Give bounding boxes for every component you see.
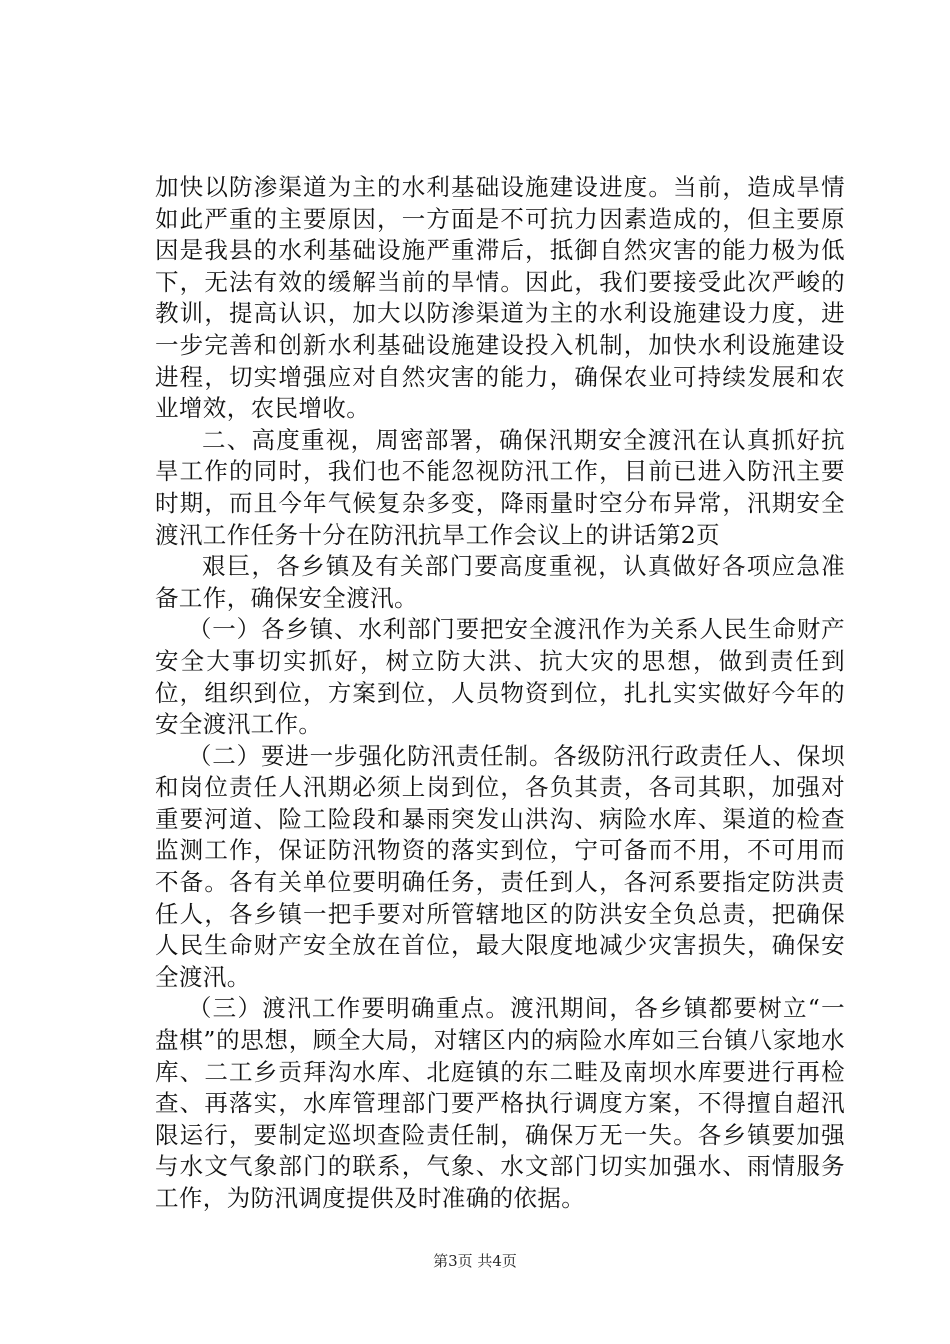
- paragraph-6: （三）渡汛工作要明确重点。渡汛期间，各乡镇都要树立“一盘棋”的思想，顾全大局，对辖区内的病险水库如三台镇八家地水库、二工乡贡拜沟水库、北庭镇的东二畦及南坝水库要进行再检查、再落实，水库管理部门要严格执行调度方案，不得擅自超汛限运行，要制定巡坝查险责任制，确保万无一失。各乡镇要加强与水文气象部门的联系，气象、水文部门切实加强水、雨情服务工作，为防汛调度提供及时准确的依据。: [155, 994, 845, 1212]
- page-footer: 第3页 共4页: [433, 1252, 517, 1270]
- paragraph-3: 艰巨，各乡镇及有关部门要高度重视，认真做好各项应急准备工作，确保安全渡汛。: [155, 552, 845, 612]
- paragraph-1: 加快以防渗渠道为主的水利基础设施建设进度。当前，造成旱情如此严重的主要原因，一方面是不可抗力因素造成的，但主要原因是我县的水利基础设施严重滞后，抵御自然灾害的能力极为低下，无法有效的缓解当前的旱情。因此，我们要接受此次严峻的教训，提高认识，加大以防渗渠道为主的水利设施建设力度，进一步完善和创新水利基础设施建设投入机制，加快水利设施建设进程，切实增强应对自然灾害的能力，确保农业可持续发展和农业增效，农民增收。: [155, 173, 845, 423]
- document-body: [155, 172, 845, 1215]
- paragraph-5: （二）要进一步强化防汛责任制。各级防汛行政责任人、保坝和岗位责任人汛期必须上岗到位，各负其责，各司其职，加强对重要河道、险工险段和暴雨突发山洪沟、病险水库、渠道的检查监测工作，保证防汛物资的落实到位，宁可备而不用，不可用而不备。各有关单位要明确任务，责任到人，各河系要指定防洪责任人，各乡镇一把手要对所管辖地区的防洪安全负总责，把确保人民生命财产安全放在首位，最大限度地减少灾害损失，确保安全渡汛。: [155, 741, 845, 991]
- paragraph-4: （一）各乡镇、水利部门要把安全渡汛作为关系人民生命财产安全大事切实抓好，树立防大洪、抗大灾的思想，做到责任到位，组织到位，方案到位，人员物资到位，扎扎实实做好今年的安全渡汛工作。: [155, 615, 845, 739]
- paragraph-2: 二、高度重视，周密部署，确保汛期安全渡汛在认真抓好抗旱工作的同时，我们也不能忽视防汛工作，目前已进入防汛主要时期，而且今年气候复杂多变，降雨量时空分布异常，汛期安全渡汛工作任务十分在防汛抗旱工作会议上的讲话第2页: [155, 425, 845, 549]
